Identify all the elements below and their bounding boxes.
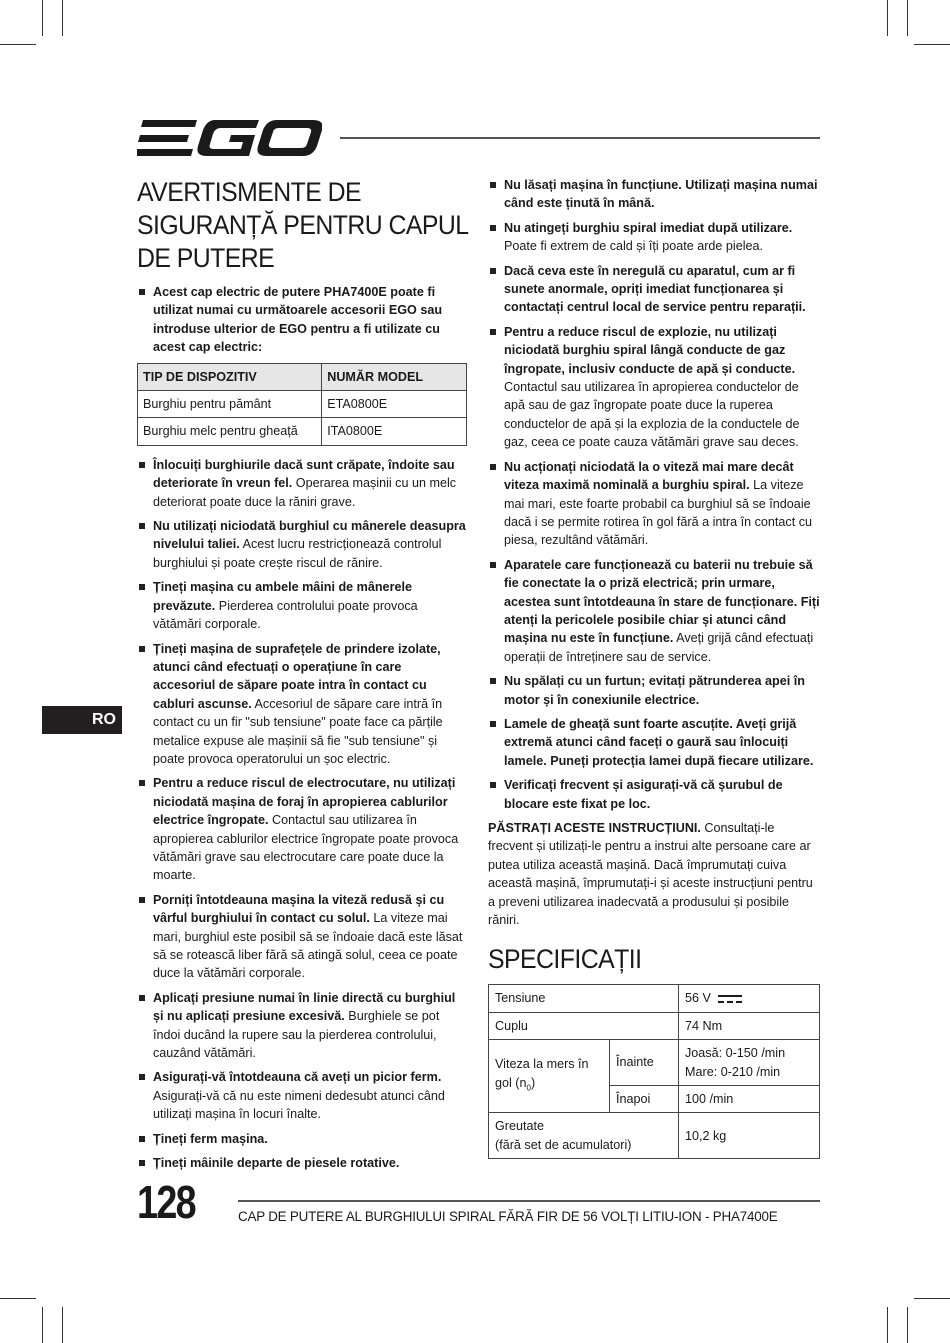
warning-bold: Porniți întotdeauna mașina la viteză redusă și cu vârful burghiului în contact cu solul. [153, 892, 445, 926]
list-item [137, 989, 467, 1063]
warning-bold: Înlocuiți burghiurile dacă sunt crăpate, îndoite sau deteriorate în vreun fel. [153, 457, 455, 491]
warning-bold: Nu acționați niciodată la o viteză mai mare decât viteza maximă nominală a burghiu spiral. [504, 459, 794, 493]
table-header-cell: TIP DE DISPOZITIV [138, 363, 322, 390]
warning-bold: Țineți mașina de suprafețele de prindere izolate, atunci când efectuați o operațiune în care accesoriul de săpare poate intra în contact cu cabluri ascunse. [153, 641, 441, 711]
warning-bold: Nu atingeți burghiu spiral imediat după utilizare. [504, 220, 793, 235]
warning-bold: Pentru a reduce riscul de electrocutare, nu utilizați niciodată mașina de foraj în apropierea cablurilor electrice îngropate. [153, 776, 456, 828]
list-item [488, 176, 820, 213]
table-cell [489, 1040, 610, 1113]
list-item [488, 262, 820, 317]
crop-mark [42, 0, 43, 36]
list-item [137, 283, 467, 357]
list-item [137, 1154, 467, 1172]
crop-mark [62, 1307, 63, 1343]
table-row [138, 418, 467, 445]
warning-bold: Țineți ferm mașina. [153, 1131, 268, 1146]
warning-bold: Țineți mâinile departe de piesele rotative. [153, 1156, 400, 1171]
warning-bold: Asigurați-vă întotdeauna că aveți un picior ferm. [153, 1070, 442, 1085]
table-row [138, 391, 467, 418]
crop-mark [0, 44, 36, 45]
crop-mark [0, 1298, 36, 1299]
list-item [137, 891, 467, 983]
keep-bold: PĂSTRAȚI ACESTE INSTRUCȚIUNI. [488, 821, 701, 835]
table-row [489, 1012, 820, 1039]
spec-table [488, 984, 820, 1159]
list-item [488, 219, 820, 256]
header-rule [340, 137, 820, 139]
keep-text: Consultați-le frecvent și utilizați-le pentru a instrui alte persoane care ar putea utiliza această mașină. Dacă împrumutați cuiva această mașină, împrumutați-i și aceste instrucțiuni pentru a preveni utilizarea inadecvată a produsului și posibile răniri. [488, 821, 813, 928]
list-item [137, 578, 467, 633]
forward-high: Mare: 0-210 /min [685, 1064, 781, 1079]
warning-bold: Aplicați presiune numai în linie directă cu burghiul și nu aplicați presiune excesivă. [153, 990, 456, 1024]
table-row [489, 1113, 820, 1159]
page-number: 128 [137, 1176, 196, 1228]
crop-mark [42, 1307, 43, 1343]
footer-rule [238, 1200, 820, 1202]
warning-text: Accesoriul de săpare care intră în contact cu un fir "sub tensiune" poate face ca părțile metalice expuse ale mașinii să fie "sub tensiune" și poate provoca operatorului un șoc electric. [153, 696, 443, 766]
warning-text: Aveți grijă când efectuați operații de întreținere sau de service. [504, 631, 814, 664]
list-item [137, 774, 467, 884]
warning-bold: Aparatele care funcționează cu baterii nu trebuie să fie conectate la o priză electrică; prin urmare, acestea sunt întotdeauna în stare de funcționare. Fiți atenți la pericolele posibile chiar și atunci când mașina nu este în funcțiune. [504, 557, 820, 646]
list-item [488, 556, 820, 666]
device-table [137, 363, 467, 446]
list-item [488, 458, 820, 550]
warning-text: Operarea mașinii cu un melc deteriorat poate duce la răniri grave. [153, 476, 457, 509]
warning-text: Acest lucru restricționează controlul burghiului și poate crește riscul de rănire. [153, 537, 442, 570]
table-cell: Înainte [610, 1040, 679, 1086]
left-warning-list [137, 456, 467, 1173]
table-row [489, 985, 820, 1012]
language-tab: RO [42, 706, 122, 734]
warning-bold: Dacă ceva este în neregulă cu aparatul, cum ar fi sunete anormale, opriți imediat funcționarea și contactați centrul local de service pentru reparații. [504, 263, 806, 315]
table-cell [679, 985, 820, 1012]
list-item [137, 1068, 467, 1123]
table-cell [489, 1113, 679, 1159]
warning-text: Pierderea controlului poate provoca vătămări corporale. [153, 598, 418, 632]
dc-symbol-icon [718, 993, 742, 1005]
spec-title: SPECIFICAȚII [488, 944, 642, 975]
speed-label: Viteza la mers în gol (n [495, 1057, 589, 1090]
warning-text: Poate fi extrem de cald și îți poate arde pielea. [504, 239, 764, 254]
list-item [137, 517, 467, 572]
warning-bold: Verificați frecvent și asigurați-vă că șurubul de blocare este fixat pe loc. [504, 778, 783, 811]
list-item [137, 456, 467, 511]
list-item [137, 640, 467, 769]
keep-instructions [488, 819, 820, 929]
right-column [488, 176, 820, 1159]
speed-subscript: 0 [526, 1083, 531, 1093]
warning-text: La viteze mai mari, este foarte probabil ca burghiul să se îndoaie dacă i se permite rotirea în gol fără a intra în contact cu piesa, rezultând vătămări. [504, 478, 813, 548]
footer-text: CAP DE PUTERE AL BURGHIULUI SPIRAL FĂRĂ FIR DE 56 VOLȚI LITIU-ION - PHA7400E [238, 1209, 778, 1224]
crop-mark [887, 1307, 888, 1343]
warning-text: Contactul sau utilizarea în apropierea cablurilor electrice îngropate poate provoca vătămări grave sau electrocutare care poate duce la moarte. [153, 813, 459, 883]
crop-mark [907, 1307, 908, 1343]
weight-label: Greutate [495, 1119, 545, 1134]
warning-text: Asigurați-vă că nu este nimeni dedesubt atunci când utilizați mașina în locuri înalte. [153, 1088, 445, 1122]
list-item [488, 672, 820, 709]
list-item [488, 323, 820, 452]
warning-bold: Nu lăsați mașina în funcțiune. Utilizați mașina numai când este ținută în mână. [504, 178, 818, 211]
warning-bold: Țineți mașina cu ambele mâini de mânerele prevăzute. [153, 580, 412, 613]
speed-label-close: ) [530, 1075, 536, 1090]
warning-text: La viteze mai mari, burghiul este posibil să se îndoaie dacă este lăsat să se rotească liber fără să atingă solul, ceea ce poate duce la vătămări corporale. [153, 911, 463, 981]
table-cell: Cuplu [489, 1012, 679, 1039]
voltage-value: 56 V [685, 991, 711, 1006]
table-cell: Burghiu melc pentru gheață [138, 418, 322, 445]
left-column [137, 176, 467, 1178]
table-cell: 10,2 kg [679, 1113, 820, 1159]
crop-mark [914, 44, 950, 45]
table-cell: Înapoi [610, 1086, 679, 1113]
table-cell: Burghiu pentru pământ [138, 391, 322, 418]
crop-mark [62, 0, 63, 36]
table-cell: Tensiune [489, 985, 679, 1012]
list-item [488, 715, 820, 770]
table-header-row [138, 363, 467, 390]
list-item [488, 776, 820, 813]
forward-low: Joasă: 0-150 /min [685, 1046, 786, 1061]
ego-logo [137, 116, 322, 160]
warning-bold: Nu utilizați niciodată burghiul cu mânerele deasupra nivelului taliei. [153, 519, 466, 552]
right-warning-list [488, 176, 820, 813]
crop-mark [914, 1298, 950, 1299]
intro-text: Acest cap electric de putere PHA7400E poate fi utilizat numai cu următoarele accesorii EGO sau introduse ulterior de EGO pentru a fi utilizate cu acest cap electric: [153, 285, 443, 355]
table-cell: ITA0800E [322, 418, 467, 445]
table-cell [679, 1040, 820, 1086]
table-header-cell: NUMĂR MODEL [322, 363, 467, 390]
intro-list [137, 283, 467, 357]
warning-bold: Pentru a reduce riscul de explozie, nu utilizați niciodată burghiu spiral lângă conducte de gaz îngropate, inclusiv conducte de apă și conducte. [504, 324, 796, 376]
weight-sub: (fără set de acumulatori) [495, 1137, 632, 1152]
warning-text: Burghiele se pot îndoi ducând la rupere sau la pierderea controlului, cauzând vătămări. [153, 1009, 440, 1061]
crop-mark [887, 0, 888, 36]
table-row [489, 1040, 820, 1086]
table-cell: 100 /min [679, 1086, 820, 1113]
table-cell: ETA0800E [322, 391, 467, 418]
list-item [137, 1130, 467, 1148]
warning-bold: Lamele de gheață sunt foarte ascuțite. Aveți grijă extremă atunci când faceți o gaură sau înlocuiți lamele. Puneți protecția lamei după fiecare utilizare. [504, 716, 814, 768]
page-title: AVERTISMENTE DE SIGURANȚĂ PENTRU CAPUL DE PUTERE [137, 177, 468, 273]
warning-bold: Nu spălați cu un furtun; evitați pătrunderea apei în motor și în conexiunile electrice. [504, 674, 805, 707]
crop-mark [907, 0, 908, 36]
table-cell: 74 Nm [679, 1012, 820, 1039]
warning-text: Contactul sau utilizarea în apropierea conductelor de apă sau de gaz îngropate poate duce la ruperea conductelor de apă și la explozia de la conductele de gaz, ceea ce poate cauza vătămări grave sau deces. [504, 380, 800, 450]
